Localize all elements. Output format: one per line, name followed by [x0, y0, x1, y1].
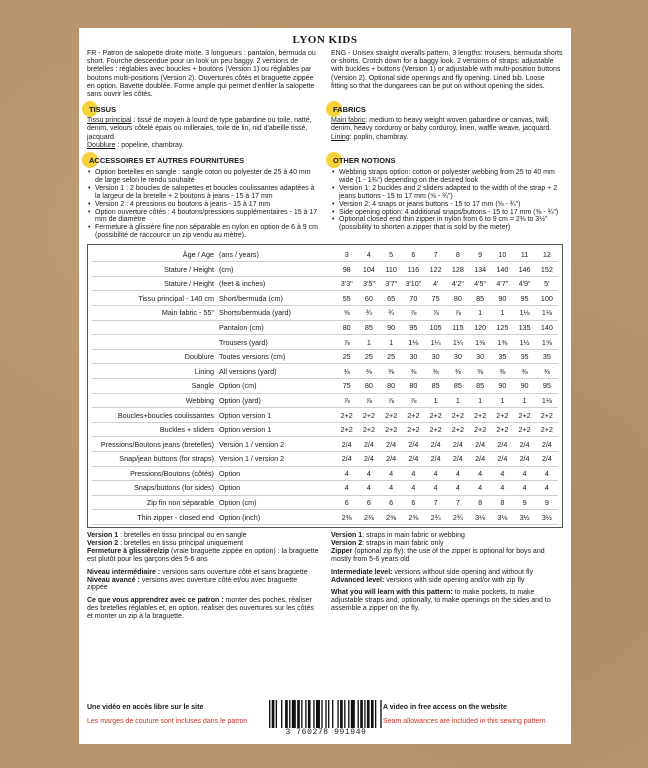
row-option: Version 1 / version 2 — [218, 439, 285, 449]
table-cell: 1 — [522, 395, 527, 405]
table-cell: 1 — [455, 395, 460, 405]
table-cell: 85 — [453, 381, 462, 391]
notions-fr-item: • Option bretelles en sangle : sangle coton ou polyester de 25 à 40 mm de large selon le rendu souhaité — [87, 169, 319, 185]
table-cell: 2+2 — [474, 425, 487, 435]
row-label: Pressions/Boutons jeans (bretelles) — [100, 439, 214, 449]
table-cell: 140 — [540, 322, 553, 332]
notions-en-item: • Optional closed end thin zipper in nylon from 6 to 9 cm = 2⅜ to 3½" (possibility to shorten a zipper that is sold by the meter) — [331, 216, 563, 232]
table-cell: 30 — [476, 352, 485, 362]
table-cell: 75 — [342, 381, 351, 391]
table-cell: 85 — [364, 322, 373, 332]
table-cell: 140 — [496, 264, 509, 274]
table-cell: 4 — [433, 468, 438, 478]
table-cell: 90 — [498, 381, 507, 391]
table-cell: 4 — [433, 483, 438, 493]
table-row — [92, 481, 558, 496]
table-cell: 1⅛ — [519, 308, 530, 318]
table-cell: ⅞ — [343, 337, 350, 347]
row-label: Snaps/buttons (for sides) — [134, 483, 214, 493]
table-cell: 1⅜ — [475, 337, 486, 347]
table-cell: 95 — [520, 293, 529, 303]
table-cell: ⅞ — [365, 395, 372, 405]
table-cell: 122 — [429, 264, 442, 274]
table-cell: 6 — [411, 498, 416, 508]
table-cell: 80 — [342, 322, 351, 332]
fabrics-heading-en: FABRICS — [331, 105, 366, 114]
table-cell: 4'2" — [451, 279, 464, 289]
row-label: Lining — [194, 366, 214, 376]
table-cell: 9 — [478, 249, 483, 259]
table-cell: 2+2 — [362, 425, 376, 435]
table-cell: 1 — [478, 395, 483, 405]
table-cell: 2/4 — [519, 454, 530, 464]
intro-en: ENG - Unisex straight overalls pattern, 3 lengths: trousers, bermuda shorts or shorts. Crotch down for a baggy look. 2 versions of straps: adjustable with buckles + buttons (Version 1) or adjustable with multi-position buttons (Version 2). Optional side openings and fly opening. Lined bib. Loose fitting so that the dungarees can be put on without opening the sides. — [331, 50, 563, 90]
row-option: Version 1 / version 2 — [218, 454, 285, 464]
table-cell: 2+2 — [385, 410, 398, 420]
row-label: Stature / Height — [164, 279, 214, 289]
table-cell: 2+2 — [407, 425, 420, 435]
row-option: Short/bermuda (cm) — [218, 293, 283, 303]
table-cell: 8 — [478, 498, 483, 508]
table-cell: 2+2 — [340, 425, 353, 435]
table-cell: ⅜ — [454, 366, 461, 376]
table-cell: 4 — [455, 483, 460, 493]
table-cell: 4 — [344, 468, 349, 478]
table-cell: 4 — [500, 483, 505, 493]
table-cell: 2+2 — [385, 425, 398, 435]
table-row — [92, 306, 558, 321]
row-option: Option — [218, 483, 241, 493]
table-cell: 30 — [409, 352, 418, 362]
table-cell: 2+2 — [429, 410, 442, 420]
table-row — [92, 422, 558, 437]
row-option: All versions (yard) — [218, 366, 277, 376]
table-cell: 2/4 — [497, 439, 508, 449]
table-cell: 146 — [518, 264, 531, 274]
table-cell: 2+2 — [496, 410, 509, 420]
bottom-section — [87, 532, 563, 626]
table-cell: 2/4 — [386, 439, 397, 449]
notions-list-en — [331, 169, 563, 232]
table-cell: ⅜ — [343, 366, 350, 376]
table-row — [92, 276, 558, 291]
row-label: Tissu principal - 140 cm — [138, 293, 214, 303]
table-cell: ⅜ — [477, 366, 484, 376]
row-label: Webbing — [185, 395, 214, 405]
table-cell: 1 — [500, 308, 505, 318]
table-cell: 2/4 — [408, 439, 419, 449]
barcode-number: 3 760278 991949 — [285, 728, 367, 737]
table-cell: 4'5" — [474, 279, 487, 289]
notions-section — [87, 150, 563, 240]
table-cell: 4 — [500, 468, 505, 478]
table-cell: 1⅛ — [541, 308, 552, 318]
table-row — [92, 452, 558, 467]
intro-fr: FR - Patron de salopette droite mixte. 3 longueurs : pantalon, bermuda ou short. Fourche descendue pour un look un peu baggy. 2 versions de bretelles : réglables avec boucles + boutons (Version 1) ou réglables par boutons multi-positions (Version 2). Ouvertures côtés et braguette zippée en option. Bavette doublée. Forme ample qui permet d'enfiler la salopette sans ouvrir les côtés. — [87, 50, 316, 99]
table-cell: 2+2 — [518, 425, 531, 435]
table-cell: 65 — [387, 293, 396, 303]
row-option: Option (yard) — [218, 395, 261, 405]
row-option: Option (inch) — [218, 512, 261, 522]
table-cell: ⅜ — [432, 366, 439, 376]
row-option: (ans / years) — [218, 249, 259, 259]
table-cell: 1¼ — [452, 337, 463, 347]
table-cell: 4 — [366, 468, 371, 478]
table-cell: 4 — [544, 483, 549, 493]
table-cell: 1⅝ — [541, 337, 552, 347]
table-cell: ⅞ — [454, 308, 461, 318]
seam-note-fr: Les marges de couture sont incluses dans le patron — [87, 718, 248, 725]
row-label: Sangle — [191, 381, 214, 391]
table-cell: 4 — [478, 468, 483, 478]
table-cell: 2/4 — [430, 454, 441, 464]
table-cell: ⅜ — [499, 366, 506, 376]
table-cell: 1 — [500, 395, 505, 405]
table-cell: 1 — [366, 337, 371, 347]
notions-heading-fr: ACCESSOIRES ET AUTRES FOURNITURES — [87, 156, 244, 165]
row-option: Option version 1 — [218, 410, 272, 420]
table-cell: ⅞ — [432, 308, 439, 318]
table-cell: 4'7" — [496, 279, 509, 289]
notions-fr-item: • Version 2 : 4 pressions ou boutons à jeans - 15 à 17 mm — [87, 201, 319, 209]
table-cell: 30 — [431, 352, 440, 362]
table-cell: 1¼ — [430, 337, 441, 347]
table-cell: 3'7" — [385, 279, 398, 289]
table-cell: 6 — [411, 249, 416, 259]
table-cell: 2+2 — [451, 410, 464, 420]
table-cell: 2+2 — [451, 425, 464, 435]
row-option: Option (cm) — [218, 498, 257, 508]
table-cell: 85 — [476, 381, 485, 391]
table-cell: ¾ — [365, 308, 372, 318]
table-row — [92, 262, 558, 277]
pattern-sheet — [79, 28, 571, 744]
table-cell: 4 — [366, 483, 371, 493]
table-row — [92, 247, 558, 262]
table-cell: 2/4 — [386, 454, 397, 464]
table-cell: 3½ — [541, 512, 552, 522]
table-row — [92, 393, 558, 408]
yardage-table — [92, 247, 558, 525]
table-cell: 11 — [520, 249, 529, 259]
fabrics-fr: Tissu principal : tissé de moyen à lourd de type gabardine ou toile, natté, denim, velours côtelé épais ou milleraies, toile de lin, nid d'abeille tissé, jacquard. Doublure : popeline, chambray. — [87, 117, 312, 149]
table-cell: 105 — [429, 322, 442, 332]
table-cell: 2/4 — [452, 439, 463, 449]
video-note-en: A video in free access on the website — [383, 704, 507, 711]
table-cell: 9 — [544, 498, 549, 508]
table-cell: 7 — [433, 498, 438, 508]
table-row — [92, 466, 558, 481]
table-row — [92, 408, 558, 423]
table-cell: 7 — [433, 249, 438, 259]
table-cell: 2⅜ — [341, 512, 352, 522]
table-cell: 25 — [342, 352, 351, 362]
table-cell: 2/4 — [541, 454, 552, 464]
table-cell: 125 — [496, 322, 509, 332]
notions-heading-en: OTHER NOTIONS — [331, 156, 396, 165]
notions-fr-item: • Option ouverture côtés : 4 boutons/pressions supplémentaires - 15 à 17 mm de diamètre — [87, 209, 319, 225]
table-cell: 90 — [520, 381, 529, 391]
table-cell: 4 — [389, 468, 394, 478]
table-cell: 1 — [389, 337, 394, 347]
intro-section — [87, 50, 563, 99]
table-cell: 2/4 — [430, 439, 441, 449]
table-cell: 25 — [387, 352, 396, 362]
table-cell: 2+2 — [518, 410, 531, 420]
table-cell: 85 — [476, 293, 485, 303]
row-option: Option (cm) — [218, 381, 257, 391]
notions-en-item: • Version 1: 2 buckles and 2 sliders adapted to the width of the strap + 2 jeans buttons - 15 to 17 mm (⅝ - ¾") — [331, 185, 563, 201]
table-cell: 4 — [344, 483, 349, 493]
table-cell: 6 — [366, 498, 371, 508]
table-cell: 90 — [498, 293, 507, 303]
table-cell: 25 — [364, 352, 373, 362]
table-cell: 7 — [455, 498, 460, 508]
table-cell: ⅜ — [410, 366, 417, 376]
table-cell: 3 — [344, 249, 349, 259]
table-cell: 2⅜ — [408, 512, 419, 522]
table-row — [92, 335, 558, 350]
table-cell: 1⅛ — [408, 337, 419, 347]
row-option: (feet & inches) — [218, 279, 266, 289]
table-cell: 30 — [453, 352, 462, 362]
table-cell: 80 — [387, 381, 396, 391]
row-label: Main fabric - 55" — [161, 308, 214, 318]
table-cell: 104 — [362, 264, 375, 274]
table-cell: 8 — [455, 249, 460, 259]
table-cell: 1⅜ — [497, 337, 508, 347]
table-cell: 80 — [453, 293, 462, 303]
table-cell: 120 — [474, 322, 487, 332]
notions-list-fr — [87, 169, 319, 240]
table-cell: 4 — [455, 468, 460, 478]
fabrics-heading-fr: TISSUS — [87, 105, 116, 114]
table-cell: 2/4 — [408, 454, 419, 464]
table-cell: ⅞ — [410, 395, 417, 405]
table-cell: 116 — [407, 264, 420, 274]
table-cell: 3'3" — [340, 279, 353, 289]
table-row — [92, 379, 558, 394]
table-cell: 80 — [364, 381, 373, 391]
table-cell: 1 — [433, 395, 438, 405]
yardage-table-box — [87, 244, 563, 528]
table-cell: 135 — [518, 322, 531, 332]
row-label — [92, 320, 217, 335]
row-option: Option version 1 — [218, 425, 272, 435]
table-cell: ⅜ — [543, 366, 550, 376]
table-cell: 1⅛ — [541, 395, 552, 405]
table-cell: 3'10" — [405, 279, 422, 289]
row-label: Snap/jean buttons (for straps) — [119, 454, 214, 464]
table-cell: 4 — [522, 483, 527, 493]
table-cell: 4 — [411, 468, 416, 478]
row-label: Âge / Age — [182, 249, 214, 259]
table-row — [92, 510, 558, 525]
table-cell: 2/4 — [541, 439, 552, 449]
table-cell: 110 — [385, 264, 397, 274]
table-cell: 10 — [498, 249, 507, 259]
table-cell: 134 — [474, 264, 487, 274]
table-cell: 2+2 — [474, 410, 487, 420]
table-cell: ⅞ — [388, 395, 395, 405]
table-cell: 152 — [540, 264, 553, 274]
row-label: Zip fin non séparable — [146, 498, 214, 508]
table-cell: 2/4 — [341, 454, 352, 464]
table-cell: 9 — [522, 498, 527, 508]
table-cell: ¾ — [388, 308, 395, 318]
table-cell: 4'9" — [518, 279, 531, 289]
row-label — [92, 335, 217, 350]
table-cell: 2/4 — [363, 439, 374, 449]
table-cell: 55 — [342, 293, 351, 303]
table-row — [92, 437, 558, 452]
table-row — [92, 495, 558, 510]
table-cell: 35 — [542, 352, 551, 362]
table-cell: 2+2 — [540, 410, 553, 420]
barcode — [267, 700, 385, 737]
table-cell: 35 — [498, 352, 507, 362]
table-cell: 2+2 — [540, 425, 553, 435]
row-label: Stature / Height — [164, 264, 214, 274]
bottom-en: Version 1: straps in main fabric or webbing Version 2: straps in main fabric only Zipper (optional zip fly): the use of the zipper is optional for boys and mostly from 5-6 years old Intermediate level: versions without side opening and without fly Advanced level: versions with side opening and/or with zip fly What you will learn with this pattern: to make pockets, to make adjustable straps and, optionally, to make openings on the sides and to assemble a zipper on the fly. — [331, 531, 551, 613]
table-cell: ⅜ — [365, 366, 372, 376]
seam-note-en: Seam allowances are included in this sewing pattern — [383, 718, 546, 725]
table-cell: 2/4 — [497, 454, 508, 464]
table-cell: 70 — [409, 293, 418, 303]
fabrics-section — [87, 99, 563, 150]
notions-fr-item: • Fermeture à glissière fine non séparable en nylon en option de 6 à 9 cm (possibilité de raccourcir un zip vendu au mètre). — [87, 224, 319, 240]
table-cell: 90 — [387, 322, 396, 332]
row-option: Trousers (yard) — [218, 337, 268, 347]
video-note-fr: Une vidéo en accès libre sur le site — [87, 704, 204, 711]
table-cell: 80 — [409, 381, 418, 391]
row-option: (cm) — [218, 264, 234, 274]
table-cell: 6 — [389, 498, 394, 508]
table-cell: 95 — [409, 322, 418, 332]
table-cell: 4 — [366, 249, 371, 259]
table-cell: 4 — [522, 468, 527, 478]
table-cell: 85 — [431, 381, 440, 391]
table-cell: 4 — [389, 483, 394, 493]
table-cell: 4 — [478, 483, 483, 493]
row-option: Pantalon (cm) — [218, 322, 264, 332]
fabrics-en: Main fabric: medium to heavy weight woven gabardine or canvas, twill, denim, heavy corduroy or baby corduroy, linen, waffle weave, jacquard. Lining: poplin, chambray. — [331, 117, 552, 141]
row-label: Boucles+boucles coulissantes — [117, 410, 214, 420]
table-cell: 2/4 — [452, 454, 463, 464]
page-title: LYON KIDS — [292, 34, 358, 46]
row-label: Pressions/Boutons (côtés) — [130, 468, 214, 478]
notions-en-item: • Side opening option: 4 additional snaps/buttons - 15 to 17 mm (⅝ - ¾") — [331, 209, 563, 217]
table-cell: 75 — [431, 293, 440, 303]
table-cell: 100 — [540, 293, 553, 303]
table-cell: 6 — [344, 498, 349, 508]
table-cell: 4' — [432, 279, 439, 289]
table-row — [92, 320, 558, 335]
table-cell: 2¾ — [430, 512, 441, 522]
notions-fr-item: • Version 1 : 2 boucles de salopettes et boucles coulissantes adaptées à la largeur de la bretelle + 2 boutons à jeans - 15 à 17 mm — [87, 185, 319, 201]
row-option: Shorts/bermuda (yard) — [218, 308, 291, 318]
row-option: Option — [218, 468, 241, 478]
bottom-fr: Version 1 : bretelles en tissu principal ou en sangle Version 2 : bretelles en tissu principal uniquement Fermeture à glissière/zip (vraie braguette zippée en option) : la braguette est plutôt pour les garçons dès 5-6 ans Niveau intermédiaire : versions sans ouverture côté et sans braguette Niveau avancé : versions avec ouverture côté et/ou avec braguette zippée Ce que vous apprendrez avec ce patron : monter des poches, réaliser des bretelles réglables et, en option, réaliser des ouvertures sur les côtés et monter un zip à la braguette. — [87, 531, 319, 621]
table-cell: 2+2 — [429, 425, 442, 435]
barcode-bars-icon — [267, 700, 385, 728]
table-cell: 5' — [544, 279, 550, 289]
table-cell: 2/4 — [475, 439, 486, 449]
table-cell: 2¾ — [452, 512, 463, 522]
row-option: Toutes versions (cm) — [218, 352, 286, 362]
table-cell: 115 — [452, 322, 464, 332]
row-label: Buckles + sliders — [159, 425, 214, 435]
table-cell: ⅞ — [343, 395, 350, 405]
table-cell: 3'5" — [362, 279, 375, 289]
table-cell: 12 — [542, 249, 551, 259]
table-cell: 98 — [342, 264, 351, 274]
table-cell: 2+2 — [496, 425, 509, 435]
table-cell: 2/4 — [475, 454, 486, 464]
table-cell: ⅜ — [521, 366, 528, 376]
table-cell: 128 — [451, 264, 464, 274]
table-cell: 2+2 — [362, 410, 376, 420]
table-cell: ⅜ — [388, 366, 395, 376]
notions-en-item: • Webbing straps option: cotton or polyester webbing from 25 to 40 mm wide (1 - 1⅜") depending on the desired look — [331, 169, 563, 185]
notions-en-item: • Version 2: 4 snaps or jeans buttons - 15 to 17 mm (⅝ - ¾") — [331, 201, 563, 209]
table-cell: ⅝ — [343, 308, 350, 318]
table-cell: 2/4 — [363, 454, 374, 464]
row-label: Doublure — [184, 352, 214, 362]
table-cell: 3⅛ — [497, 512, 508, 522]
table-cell: 2/4 — [341, 439, 352, 449]
table-cell: 2/4 — [519, 439, 530, 449]
table-cell: 4 — [544, 468, 549, 478]
table-cell: 3½ — [519, 512, 530, 522]
table-cell: 3⅛ — [475, 512, 486, 522]
table-cell: 1½ — [519, 337, 530, 347]
table-cell: 60 — [364, 293, 373, 303]
table-cell: 2⅜ — [386, 512, 397, 522]
table-cell: 8 — [500, 498, 505, 508]
table-cell: 2+2 — [407, 410, 420, 420]
table-row — [92, 364, 558, 379]
table-row — [92, 349, 558, 364]
table-cell: 5 — [389, 249, 394, 259]
table-cell: 1 — [478, 308, 483, 318]
table-cell: 2+2 — [340, 410, 353, 420]
table-row — [92, 291, 558, 306]
row-label: Thin zipper - closed end — [137, 512, 214, 522]
table-cell: 35 — [520, 352, 529, 362]
table-cell: 2⅜ — [363, 512, 374, 522]
table-cell: ⅞ — [410, 308, 417, 318]
table-cell: 95 — [542, 381, 551, 391]
table-cell: 4 — [411, 483, 416, 493]
